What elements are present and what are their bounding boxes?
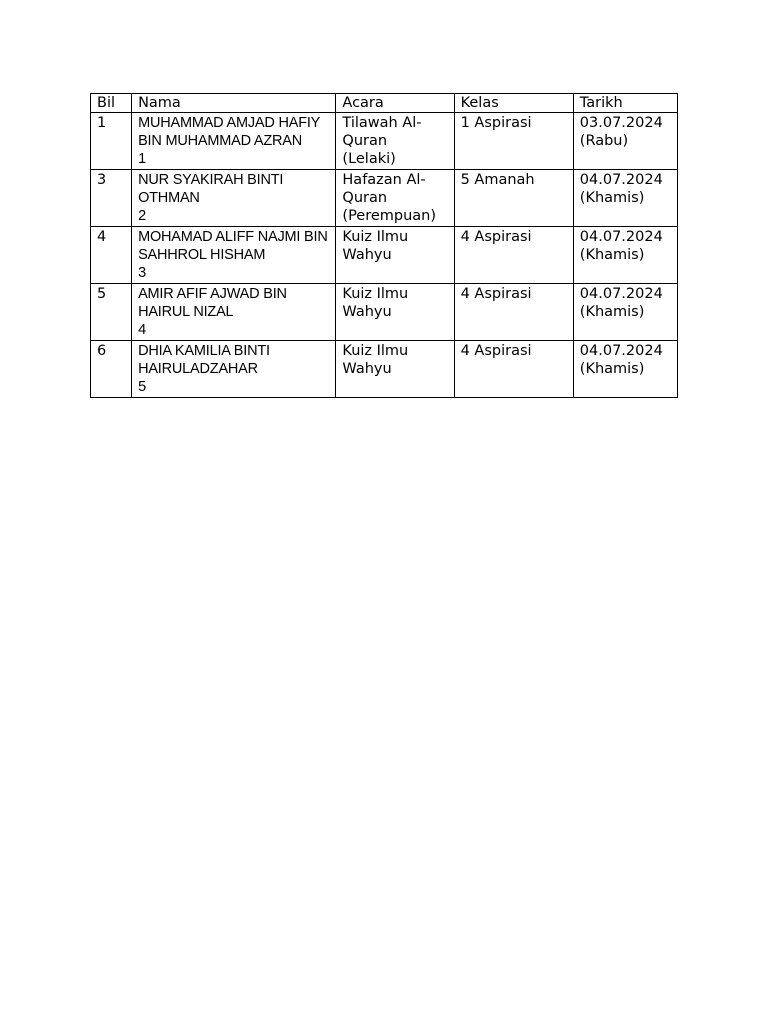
student-name: MUHAMMAD AMJAD HAFIY BIN MUHAMMAD AZRAN — [138, 115, 320, 149]
cell-acara: Kuiz Ilmu Wahyu — [336, 284, 454, 341]
cell-nama — [132, 113, 336, 170]
cell-nama — [132, 170, 336, 227]
table-row — [91, 284, 678, 341]
student-number: 5 — [138, 379, 146, 395]
cell-nama — [132, 341, 336, 398]
cell-tarikh: 04.07.2024 (Khamis) — [573, 341, 677, 398]
header-bil: Bil — [91, 94, 132, 113]
cell-kelas: 4 Aspirasi — [454, 227, 573, 284]
cell-bil: 1 — [91, 113, 132, 170]
cell-bil: 3 — [91, 170, 132, 227]
header-tarikh: Tarikh — [573, 94, 677, 113]
student-name: MOHAMAD ALIFF NAJMI BIN SAHHROL HISHAM — [138, 229, 328, 263]
cell-acara: Kuiz Ilmu Wahyu — [336, 227, 454, 284]
cell-bil: 5 — [91, 284, 132, 341]
cell-tarikh: 04.07.2024 (Khamis) — [573, 170, 677, 227]
cell-kelas: 5 Amanah — [454, 170, 573, 227]
table-header-row — [91, 94, 678, 113]
header-kelas: Kelas — [454, 94, 573, 113]
cell-acara: Kuiz Ilmu Wahyu — [336, 341, 454, 398]
cell-acara: Hafazan Al- Quran (Perempuan) — [336, 170, 454, 227]
cell-kelas: 4 Aspirasi — [454, 341, 573, 398]
student-number: 3 — [138, 265, 146, 281]
table-row — [91, 113, 678, 170]
table-row — [91, 227, 678, 284]
cell-nama — [132, 227, 336, 284]
cell-kelas: 4 Aspirasi — [454, 284, 573, 341]
cell-kelas: 1 Aspirasi — [454, 113, 573, 170]
student-name: AMIR AFIF AJWAD BIN HAIRUL NIZAL — [138, 286, 287, 320]
cell-bil: 4 — [91, 227, 132, 284]
student-number: 4 — [138, 322, 146, 338]
student-name: NUR SYAKIRAH BINTI OTHMAN — [138, 172, 284, 206]
cell-tarikh: 03.07.2024 (Rabu) — [573, 113, 677, 170]
student-number: 2 — [138, 208, 146, 224]
table-row — [91, 170, 678, 227]
cell-tarikh: 04.07.2024 (Khamis) — [573, 227, 677, 284]
header-nama: Nama — [132, 94, 336, 113]
cell-acara: Tilawah Al- Quran (Lelaki) — [336, 113, 454, 170]
cell-tarikh: 04.07.2024 (Khamis) — [573, 284, 677, 341]
table-row — [91, 341, 678, 398]
cell-bil: 6 — [91, 341, 132, 398]
participant-table — [90, 93, 678, 398]
student-name: DHIA KAMILIA BINTI HAIRULADZAHAR — [138, 343, 270, 377]
header-acara: Acara — [336, 94, 454, 113]
student-number: 1 — [138, 151, 146, 167]
cell-nama — [132, 284, 336, 341]
